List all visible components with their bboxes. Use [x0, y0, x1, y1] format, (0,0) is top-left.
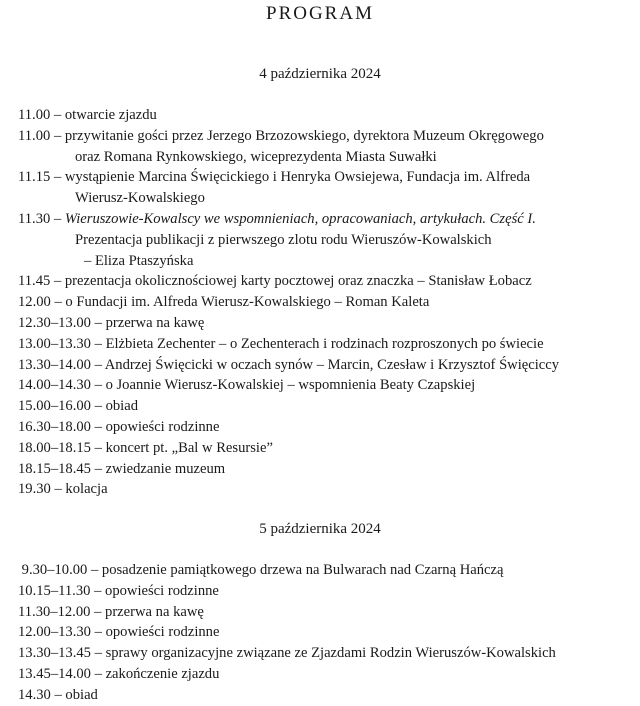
list-item: 12.30–13.00 – przerwa na kawę — [18, 314, 205, 331]
list-item: 9.30–10.00 – posadzenie pamiątkowego drzewa na Bulwarach nad Czarną Hańczą — [18, 562, 504, 578]
list-item: 11.00 – przywitanie gości przez Jerzego Brzozowskiego, dyrektora Muzeum Okręgowego oraz Romana Rynkowskiego, wiceprezydenta Miasta Suwałki — [18, 127, 544, 165]
list-item: 13.30–14.00 – Andrzej Święcicki w oczach synów – Marcin, Czesław i Krzysztof Święciccy — [18, 356, 560, 373]
list-item: 15.00–16.00 – obiad — [18, 398, 138, 415]
day2-program-list — [18, 560, 638, 706]
day2-date: 5 października 2024 — [259, 521, 381, 537]
list-item: 13.00–13.30 – Elżbieta Zechenter – o Zechenterach i rodzinach rozproszonych po świecie — [18, 335, 544, 352]
list-item: 13.30–13.45 – sprawy organizacyjne związane ze Zjazdami Rodzin Wieruszów-Kowalskich — [18, 645, 556, 662]
list-item: 18.15–18.45 – zwiedzanie muzeum — [18, 460, 226, 477]
list-item: 14.30 – obiad — [18, 686, 98, 703]
list-item: 13.45–14.00 – zakończenie zjazdu — [18, 665, 220, 682]
day1-date: 4 października 2024 — [259, 66, 381, 82]
list-item: 18.00–18.15 – koncert pt. „Bal w Resursie” — [18, 439, 273, 456]
list-item: 11.15 – wystąpienie Marcina Święcickiego i Henryka Owsiejewa, Fundacja im. Alfreda Wierusz-Kowalskiego — [18, 169, 531, 207]
list-item: 19.30 – kolacja — [18, 481, 108, 498]
page-title: PROGRAM — [266, 3, 374, 24]
day1-program-list — [18, 105, 638, 500]
list-item: 14.00–14.30 – o Joannie Wierusz-Kowalskiej – wspomnienia Beaty Czapskiej — [18, 377, 476, 394]
list-item: 16.30–18.00 – opowieści rodzinne — [18, 418, 220, 435]
list-item: 11.00 – otwarcie zjazdu — [18, 107, 157, 123]
publication-title: Wieruszowie-Kowalscy we wspomnieniach, opracowaniach, artykułach. Część I. — [64, 210, 536, 227]
list-item: 10.15–11.30 – opowieści rodzinne — [18, 582, 219, 599]
list-item: 12.00 – o Fundacji im. Alfreda Wierusz-Kowalskiego – Roman Kaleta — [18, 294, 430, 311]
list-item: 11.30–12.00 – przerwa na kawę — [18, 603, 204, 620]
list-item: 11.30 – Wieruszowie-Kowalscy we wspomnieniach, opracowaniach, artykułach. Część I. Prezentacja publikacji z pierwszego zlotu rodu Wieruszów-Kowalskich – Eliza Ptaszyńska — [18, 210, 536, 269]
list-item: 11.45 – prezentacja okolicznościowej karty pocztowej oraz znaczka – Stanisław Łobacz — [18, 273, 532, 290]
list-item: 12.00–13.30 – opowieści rodzinne — [18, 624, 220, 641]
